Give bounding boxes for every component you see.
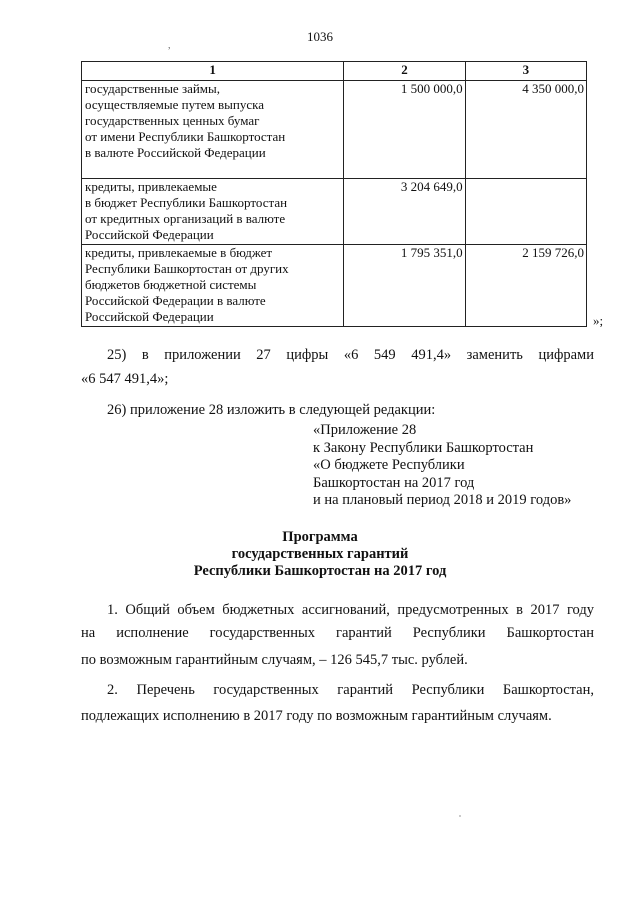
appendix-line: «О бюджете Республики (313, 457, 465, 473)
title-line: Программа (282, 529, 358, 545)
table-header-cell: 3 (465, 62, 586, 81)
program-title (0, 529, 640, 580)
appendix-line: к Закону Республики Башкортостан (313, 439, 534, 456)
table-row (82, 245, 587, 327)
table-header-row (82, 62, 587, 81)
paragraph-1-line2: на исполнение государственных гарантий Республики Башкортостан (81, 625, 594, 641)
table-row (82, 179, 587, 245)
paragraph-2-line2: подлежащих исполнению в 2017 году по возможным гарантийным случаям. (81, 708, 552, 724)
table-row (82, 81, 587, 179)
table-header-cell: 2 (344, 62, 465, 81)
table-header-cell: 1 (82, 62, 344, 81)
item-26: 26) приложение 28 изложить в следующей редакции: (107, 402, 436, 418)
row-value-2018: 2 159 726,0 (465, 245, 586, 327)
title-line: Республики Башкортостан на 2017 год (193, 563, 447, 579)
row-value-2018: 4 350 000,0 (465, 81, 586, 179)
paragraph-2-line1: 2. Перечень государственных гарантий Республики Башкортостан, (107, 682, 594, 698)
appendix-line: «Приложение 28 (313, 422, 417, 438)
paragraph-1-line3: по возможным гарантийным случаям, – 126 545,7 тыс. рублей. (81, 652, 468, 668)
row-label: кредиты, привлекаемые в бюджет Республики Башкортостан от других бюджетов бюджетной системы Российской Федерации в валюте Российской Федерации (82, 245, 344, 327)
row-value-2018 (465, 179, 586, 245)
item-25-line1: 25) в приложении 27 цифры «6 549 491,4» заменить цифрами (107, 347, 594, 363)
row-value-2017: 1 795 351,0 (344, 245, 465, 327)
appendix-line: Башкортостан на 2017 год (313, 474, 475, 491)
appendix-header (313, 422, 571, 510)
row-label: государственные займы, осуществляемые путем выпуска государственных ценных бумаг от имени Республики Башкортостан в валюте Российской Федерации (82, 81, 344, 179)
scan-mark: , (168, 40, 171, 51)
paragraph-1-line1: 1. Общий объем бюджетных ассигнований, предусмотренных в 2017 году (107, 602, 594, 618)
page-number: 1036 (307, 29, 333, 44)
appendix-line: и на плановый период 2018 и 2019 годов» (313, 492, 572, 508)
borrowing-table (81, 61, 587, 327)
title-line: государственных гарантий (231, 546, 409, 562)
row-value-2017: 1 500 000,0 (344, 81, 465, 179)
scan-speck (459, 815, 461, 817)
table-end-mark: »; (593, 313, 604, 328)
row-label: кредиты, привлекаемые в бюджет Республики Башкортостан от кредитных организаций в валюте Российской Федерации (82, 179, 344, 245)
row-value-2017: 3 204 649,0 (344, 179, 465, 245)
item-25-line2: «6 547 491,4»; (81, 371, 169, 387)
